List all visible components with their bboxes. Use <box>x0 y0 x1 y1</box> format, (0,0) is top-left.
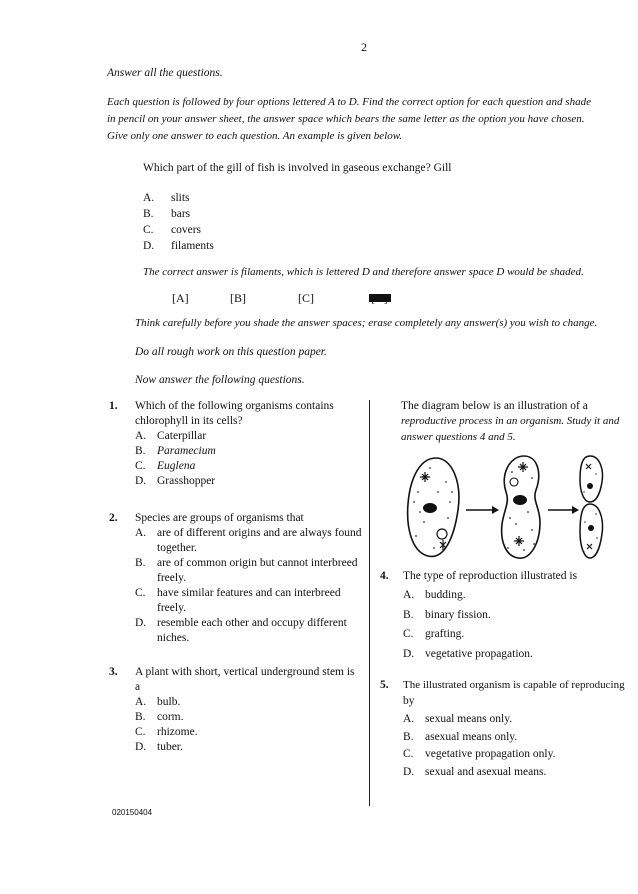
question-3-text-line-1: A plant with short, vertical underground stem is <box>135 666 355 678</box>
question-1-text-line-1: Which of the following organisms contains <box>135 400 334 412</box>
question-2-number: 2. <box>109 512 118 524</box>
question-5-option-d: D. sexual and asexual means. <box>403 766 547 778</box>
rough-work-note: Do all rough work on this question paper. <box>135 346 327 358</box>
question-3-option-a: A. bulb. <box>135 696 181 708</box>
binary-fission-diagram <box>400 452 610 564</box>
question-5-option-c: C. vegetative propagation only. <box>403 748 556 760</box>
question-4-text: The type of reproduction illustrated is <box>403 570 578 582</box>
question-2-option-d: D. resemble each other and occupy different <box>135 617 347 629</box>
question-2-option-c-cont: freely. <box>157 602 186 614</box>
question-1-option-b: B. Paramecium <box>135 445 216 457</box>
answer-all-heading: Answer all the questions. <box>107 67 223 79</box>
question-2-text: Species are groups of organisms that <box>135 512 304 524</box>
stage-3-daughter-cells <box>580 456 603 558</box>
question-4-option-b: B. binary fission. <box>403 609 491 621</box>
think-carefully-note: Think carefully before you shade the answer spaces; erase completely any answer(s) you wish to change. <box>135 317 598 329</box>
instruction-line-1: Each question is followed by four options lettered A to D. Find the correct option for each question and shade <box>107 96 591 108</box>
answer-space-c: [C] <box>298 291 314 305</box>
question-4-number: 4. <box>380 570 389 582</box>
question-1-option-c: C. Euglena <box>135 460 196 472</box>
answer-space-d-shaded <box>371 291 388 306</box>
question-3-option-c: C. rhizome. <box>135 726 198 738</box>
question-5-number: 5. <box>380 679 389 691</box>
example-option-b: B. bars <box>143 208 191 220</box>
stage-1-cell <box>408 458 459 556</box>
question-3-option-d: D. tuber. <box>135 741 183 753</box>
question-2-option-a-cont: together. <box>157 542 197 554</box>
question-2-option-a: A. are of different origins and are always found <box>135 527 362 539</box>
question-5-text-line-2: by <box>403 695 415 707</box>
instruction-line-2: in pencil on your answer sheet, the answer space which bears the same letter as the option you have chosen. <box>107 113 585 125</box>
question-3-text-line-2: a <box>135 681 141 693</box>
question-1-text-line-2: chlorophyll in its cells? <box>135 415 243 427</box>
question-2-option-d-cont: niches. <box>157 632 190 644</box>
example-option-d: D. filaments <box>143 240 214 252</box>
question-3-number: 3. <box>109 666 118 678</box>
question-4-option-c: C. grafting. <box>403 628 465 640</box>
instruction-line-3: Give only one answer to each question. An example is given below. <box>107 130 402 142</box>
question-4-option-a: A. budding. <box>403 589 466 601</box>
correct-answer-statement: The correct answer is filaments, which is lettered D and therefore answer space D would be shaded. <box>143 266 584 278</box>
answer-space-a: [A] <box>172 291 189 305</box>
diagram-intro-line-3: answer questions 4 and 5. <box>401 431 516 443</box>
question-5-option-a: A. sexual means only. <box>403 713 513 725</box>
now-answer-note: Now answer the following questions. <box>135 374 305 386</box>
diagram-intro-line-2: reproductive process in an organism. Study it and <box>401 415 620 427</box>
footer-code: 020150404 <box>112 808 153 817</box>
diagram-intro-line-1: The diagram below is an illustration of a <box>401 400 588 412</box>
question-1-option-d: D. Grasshopper <box>135 475 216 487</box>
question-2-option-c: C. have similar features and can interbreed <box>135 587 341 599</box>
question-3-option-b: B. corm. <box>135 711 184 723</box>
example-option-a: A. slits <box>143 192 190 204</box>
question-2-option-b: B. are of common origin but cannot interbreed <box>135 557 358 569</box>
question-5-option-b: B. asexual means only. <box>403 731 518 743</box>
question-2-option-b-cont: freely. <box>157 572 186 584</box>
question-1-option-a: A. Caterpillar <box>135 430 207 442</box>
question-4-option-d: D. vegetative propagation. <box>403 648 533 660</box>
question-5-text-line-1: The illustrated organism is capable of reproducing <box>403 679 625 691</box>
page-number: 2 <box>361 40 367 54</box>
example-option-c: C. covers <box>143 224 202 236</box>
column-divider <box>369 400 370 806</box>
answer-space-b: [B] <box>230 291 246 305</box>
example-question: Which part of the gill of fish is involved in gaseous exchange? Gill <box>143 162 452 174</box>
question-1-number: 1. <box>109 400 118 412</box>
stage-2-cell <box>502 456 540 558</box>
